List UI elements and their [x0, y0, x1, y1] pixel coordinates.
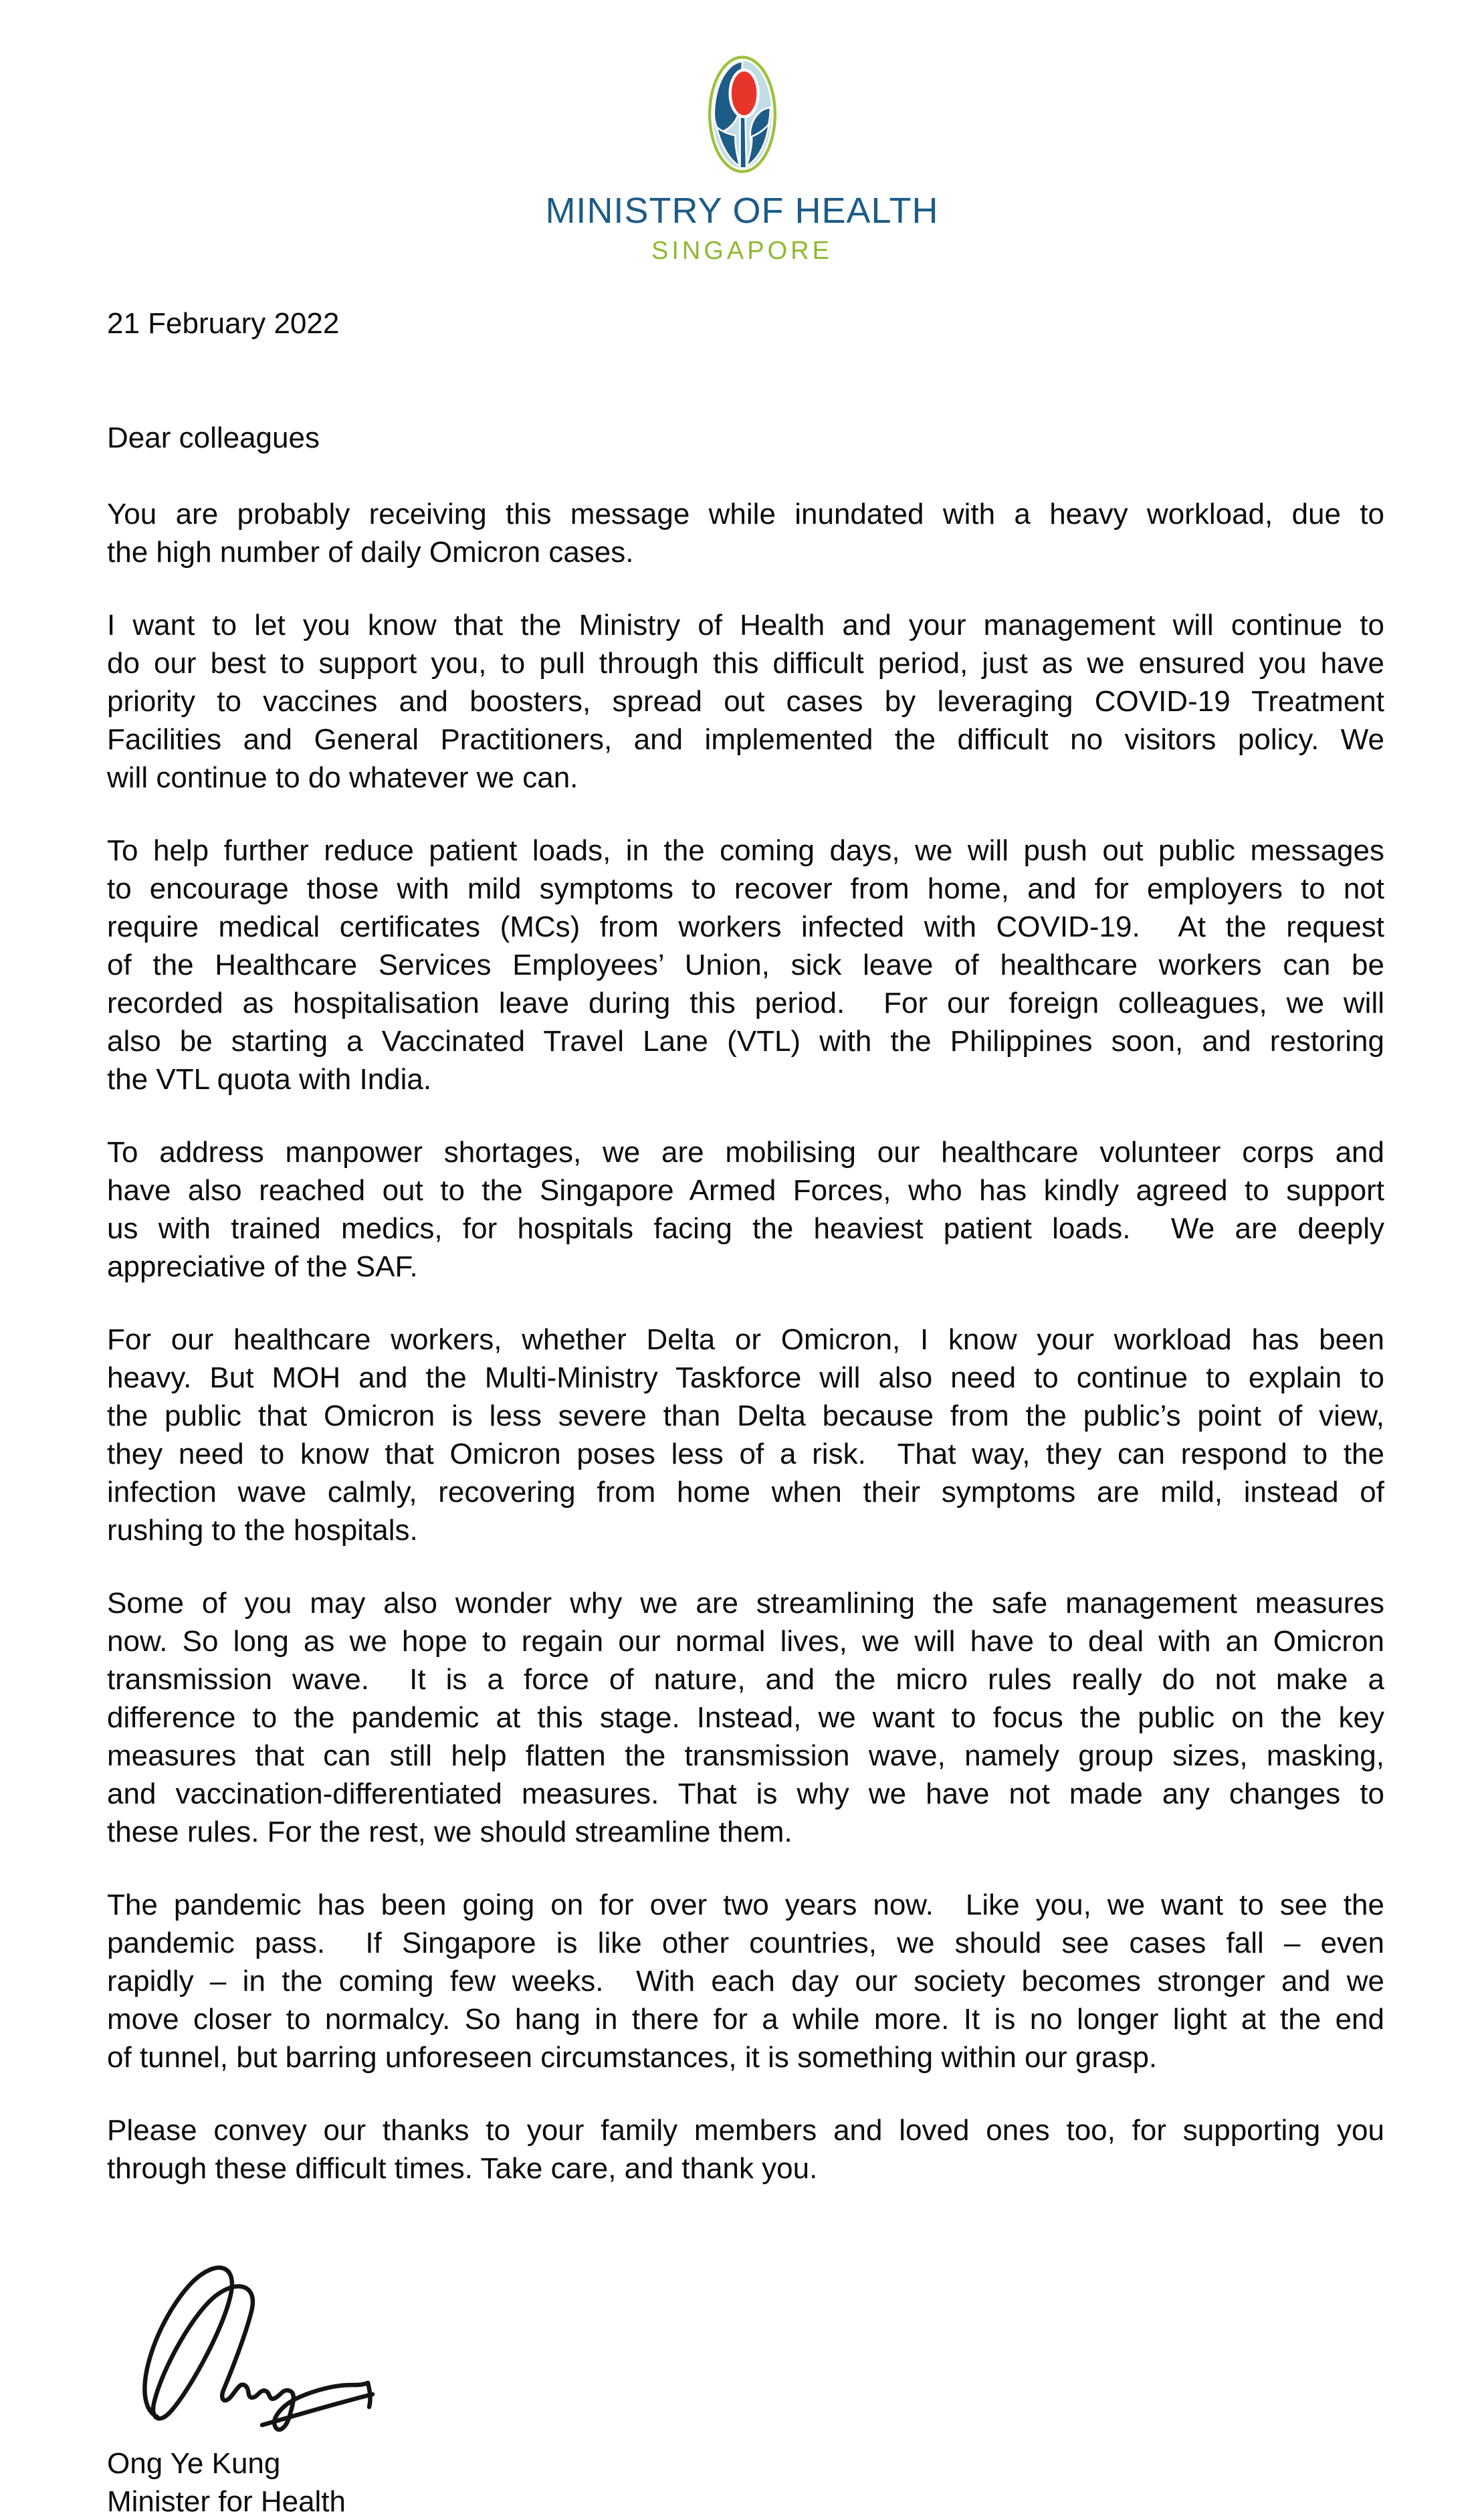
paragraph — [107, 606, 1384, 797]
letter-line: they need to know that Omicron poses less of a risk. That way, they can respond to the — [107, 1438, 1384, 1471]
letter-line: do our best to support you, to pull through this difficult period, just as we ensured you have — [107, 647, 1384, 680]
letter-line: To help further reduce patient loads, in the coming days, we will push out public messages — [107, 834, 1384, 868]
salutation: Dear colleagues — [107, 421, 320, 455]
paragraph — [107, 1133, 1384, 1286]
letter-line: also be starting a Vaccinated Travel Lane (VTL) with the Philippines soon, and restoring — [107, 1025, 1384, 1058]
signature-block — [107, 2257, 1384, 2516]
signatory-title: Minister for Health — [107, 2485, 346, 2516]
letter-date: 21 February 2022 — [107, 307, 340, 341]
letter-line: transmission wave. It is a force of nature, and the micro rules really do not make a — [107, 1663, 1384, 1697]
letter-line: the VTL quota with India. — [107, 1063, 432, 1096]
letter-line: infection wave calmly, recovering from home when their symptoms are mild, instead of — [107, 1476, 1384, 1509]
letter-line: To address manpower shortages, we are mobilising our healthcare volunteer corps and — [107, 1136, 1384, 1169]
letter-line: priority to vaccines and boosters, spread out cases by leveraging COVID-19 Treatment — [107, 685, 1384, 718]
signatory-name: Ong Ye Kung — [107, 2447, 281, 2481]
letter-line: recorded as hospitalisation leave during this period. For our foreign colleagues, we will — [107, 987, 1384, 1020]
letter-line: You are probably receiving this message while inundated with a heavy workload, due to — [107, 498, 1384, 531]
letter-line: and vaccination-differentiated measures. That is why we have not made any changes to — [107, 1777, 1384, 1811]
letter-line: move closer to normalcy. So hang in there for a while more. It is no longer light at the end — [107, 2003, 1384, 2036]
letter-line: will continue to do whatever we can. — [107, 761, 578, 795]
letter-paragraphs — [107, 495, 1384, 2188]
paragraph — [107, 832, 1384, 1098]
letter-line: heavy. But MOH and the Multi-Ministry Taskforce will also need to continue to explain to — [107, 1361, 1384, 1395]
letter-line: difference to the pandemic at this stage. Instead, we want to focus the public on the key — [107, 1701, 1384, 1735]
letter-line: Some of you may also wonder why we are streamlining the safe management measures — [107, 1587, 1384, 1620]
moh-logo-icon — [707, 55, 778, 174]
country-name: SINGAPORE — [651, 237, 833, 266]
paragraph — [107, 1584, 1384, 1851]
letter-line: require medical certificates (MCs) from workers infected with COVID-19. At the request — [107, 910, 1384, 944]
letter-line: rushing to the hospitals. — [107, 1514, 418, 1547]
letter-line: the public that Omicron is less severe than Delta because from the public’s point of view, — [107, 1399, 1384, 1433]
letter-line: pandemic pass. If Singapore is like other countries, we should see cases fall – even — [107, 1927, 1384, 1960]
letter-line: through these difficult times. Take care, and thank you. — [107, 2152, 818, 2186]
letter-line: rapidly – in the coming few weeks. With each day our society becomes stronger and we — [107, 1965, 1384, 1998]
letter-line: of tunnel, but barring unforeseen circumstances, it is something within our grasp. — [107, 2041, 1158, 2074]
letter-line: I want to let you know that the Ministry of Health and your management will continue to — [107, 609, 1384, 642]
letter-line: these rules. For the rest, we should streamline them. — [107, 1816, 792, 1849]
paragraph — [107, 1321, 1384, 1549]
letter-line: us with trained medics, for hospitals facing the heaviest patient loads. We are deeply — [107, 1212, 1384, 1246]
ministry-name: MINISTRY OF HEALTH — [545, 191, 939, 231]
letter-line: have also reached out to the Singapore Armed Forces, who has kindly agreed to support — [107, 1174, 1384, 1207]
signatory — [107, 2444, 1384, 2516]
letter-line: appreciative of the SAF. — [107, 1250, 418, 1284]
letter-line: the high number of daily Omicron cases. — [107, 536, 634, 569]
paragraph — [107, 1886, 1384, 2076]
letter-line: of the Healthcare Services Employees’ Union, sick leave of healthcare workers can be — [107, 949, 1384, 982]
signature-image — [118, 2257, 412, 2439]
paragraph — [107, 2111, 1384, 2188]
letter-line: measures that can still help flatten the transmission wave, namely group sizes, masking, — [107, 1739, 1384, 1773]
letter-line: The pandemic has been going on for over two years now. Like you, we want to see the — [107, 1889, 1384, 1922]
paragraph — [107, 495, 1384, 571]
letter-body — [0, 304, 1484, 2516]
letter-line: Facilities and General Practitioners, and implemented the difficult no visitors policy. We — [107, 723, 1384, 757]
letter-line: to encourage those with mild symptoms to recover from home, and for employers to not — [107, 872, 1384, 906]
letter-line: Please convey our thanks to your family members and loved ones too, for supporting you — [107, 2114, 1384, 2147]
letter-line: For our healthcare workers, whether Delta or Omicron, I know your workload has been — [107, 1323, 1384, 1357]
letterhead — [0, 0, 1484, 266]
letter-line: now. So long as we hope to regain our normal lives, we will have to deal with an Omicron — [107, 1625, 1384, 1658]
